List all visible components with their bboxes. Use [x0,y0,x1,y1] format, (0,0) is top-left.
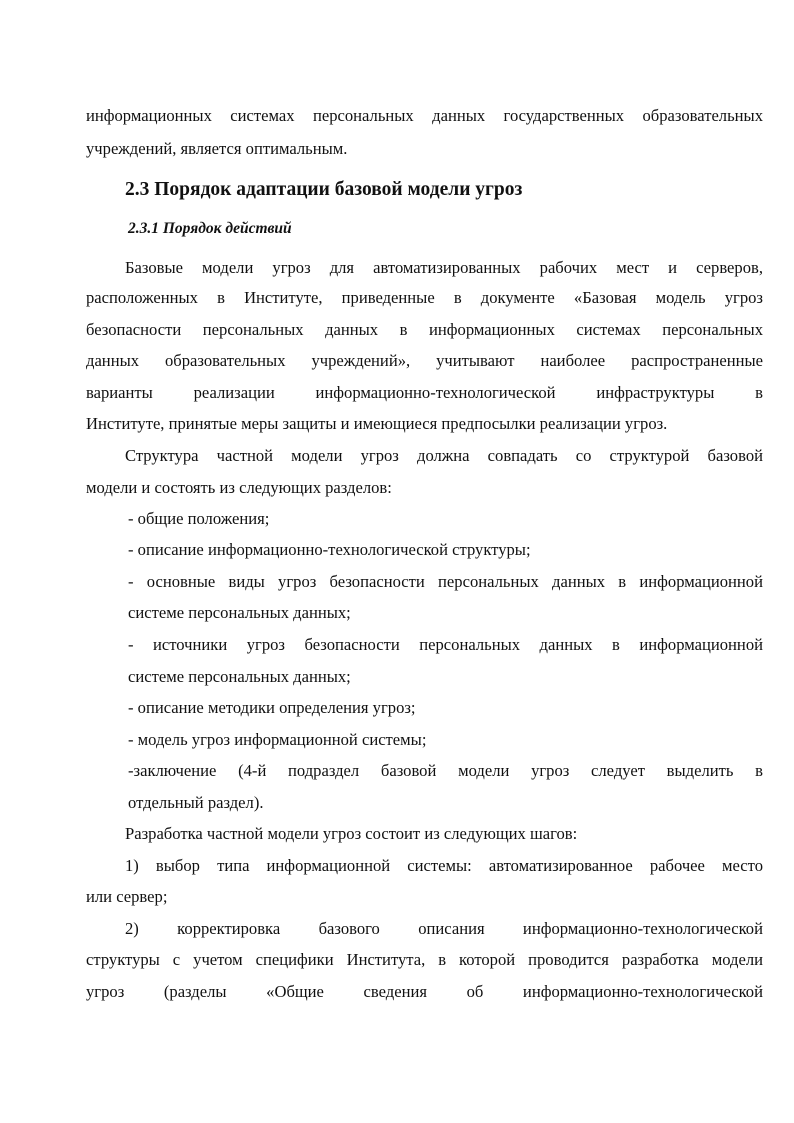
step-1-line-1: 1) выбор типа информационной системы: автоматизированное рабочее место [125,856,763,875]
list-item-methodology: - описание методики определения угроз; [128,698,416,717]
paragraph-1-line-3: безопасности персональных данных в информационных системах персональных [86,320,763,339]
list-item-threat-sources-line-1: - источники угроз безопасности персональных данных в информационной [128,635,763,654]
paragraph-1-line-6: Институте, принятые меры защиты и имеющиеся предпосылки реализации угроз. [86,414,668,433]
list-item-it-structure: - описание информационно-технологической структуры; [128,540,531,559]
paragraph-1-line-4: данных образовательных учреждений», учитывают наиболее распространенные [86,351,763,370]
list-item-threat-types-line-1: - основные виды угроз безопасности персональных данных в информационной [128,572,763,591]
step-2-line-3: угроз (разделы «Общие сведения об информационно-технологической [86,982,763,1001]
list-item-conclusion-line-2: отдельный раздел). [128,793,264,812]
step-1-line-2: или сервер; [86,887,168,906]
subsection-heading: 2.3.1 Порядок действий [128,220,292,237]
list-item-conclusion-line-1: -заключение (4-й подраздел базовой модели угроз следует выделить в [128,761,763,780]
intro-line-2: учреждений, является оптимальным. [86,139,348,158]
paragraph-1-line-1: Базовые модели угроз для автоматизированных рабочих мест и серверов, [125,258,763,277]
list-item-threat-types-line-2: системе персональных данных; [128,603,351,622]
paragraph-1-line-5: варианты реализации информационно-технологической инфраструктуры в [86,383,763,402]
section-heading: 2.3 Порядок адаптации базовой модели угроз [125,179,523,200]
step-2-line-2: структуры с учетом специфики Института, в которой проводится разработка модели [86,950,763,969]
step-2-line-1: 2) корректировка базового описания информационно-технологической [125,919,763,938]
intro-line-1: информационных системах персональных данных государственных образовательных [86,106,763,125]
paragraph-2-line-2: модели и состоять из следующих разделов: [86,478,392,497]
paragraph-1-line-2: расположенных в Институте, приведенные в документе «Базовая модель угроз [86,288,763,307]
list-item-threat-sources-line-2: системе персональных данных; [128,667,351,686]
paragraph-3-line-1: Разработка частной модели угроз состоит из следующих шагов: [125,824,578,843]
list-item-threat-model: - модель угроз информационной системы; [128,730,427,749]
paragraph-2-line-1: Структура частной модели угроз должна совпадать со структурой базовой [125,446,763,465]
list-item-general-provisions: - общие положения; [128,509,270,528]
